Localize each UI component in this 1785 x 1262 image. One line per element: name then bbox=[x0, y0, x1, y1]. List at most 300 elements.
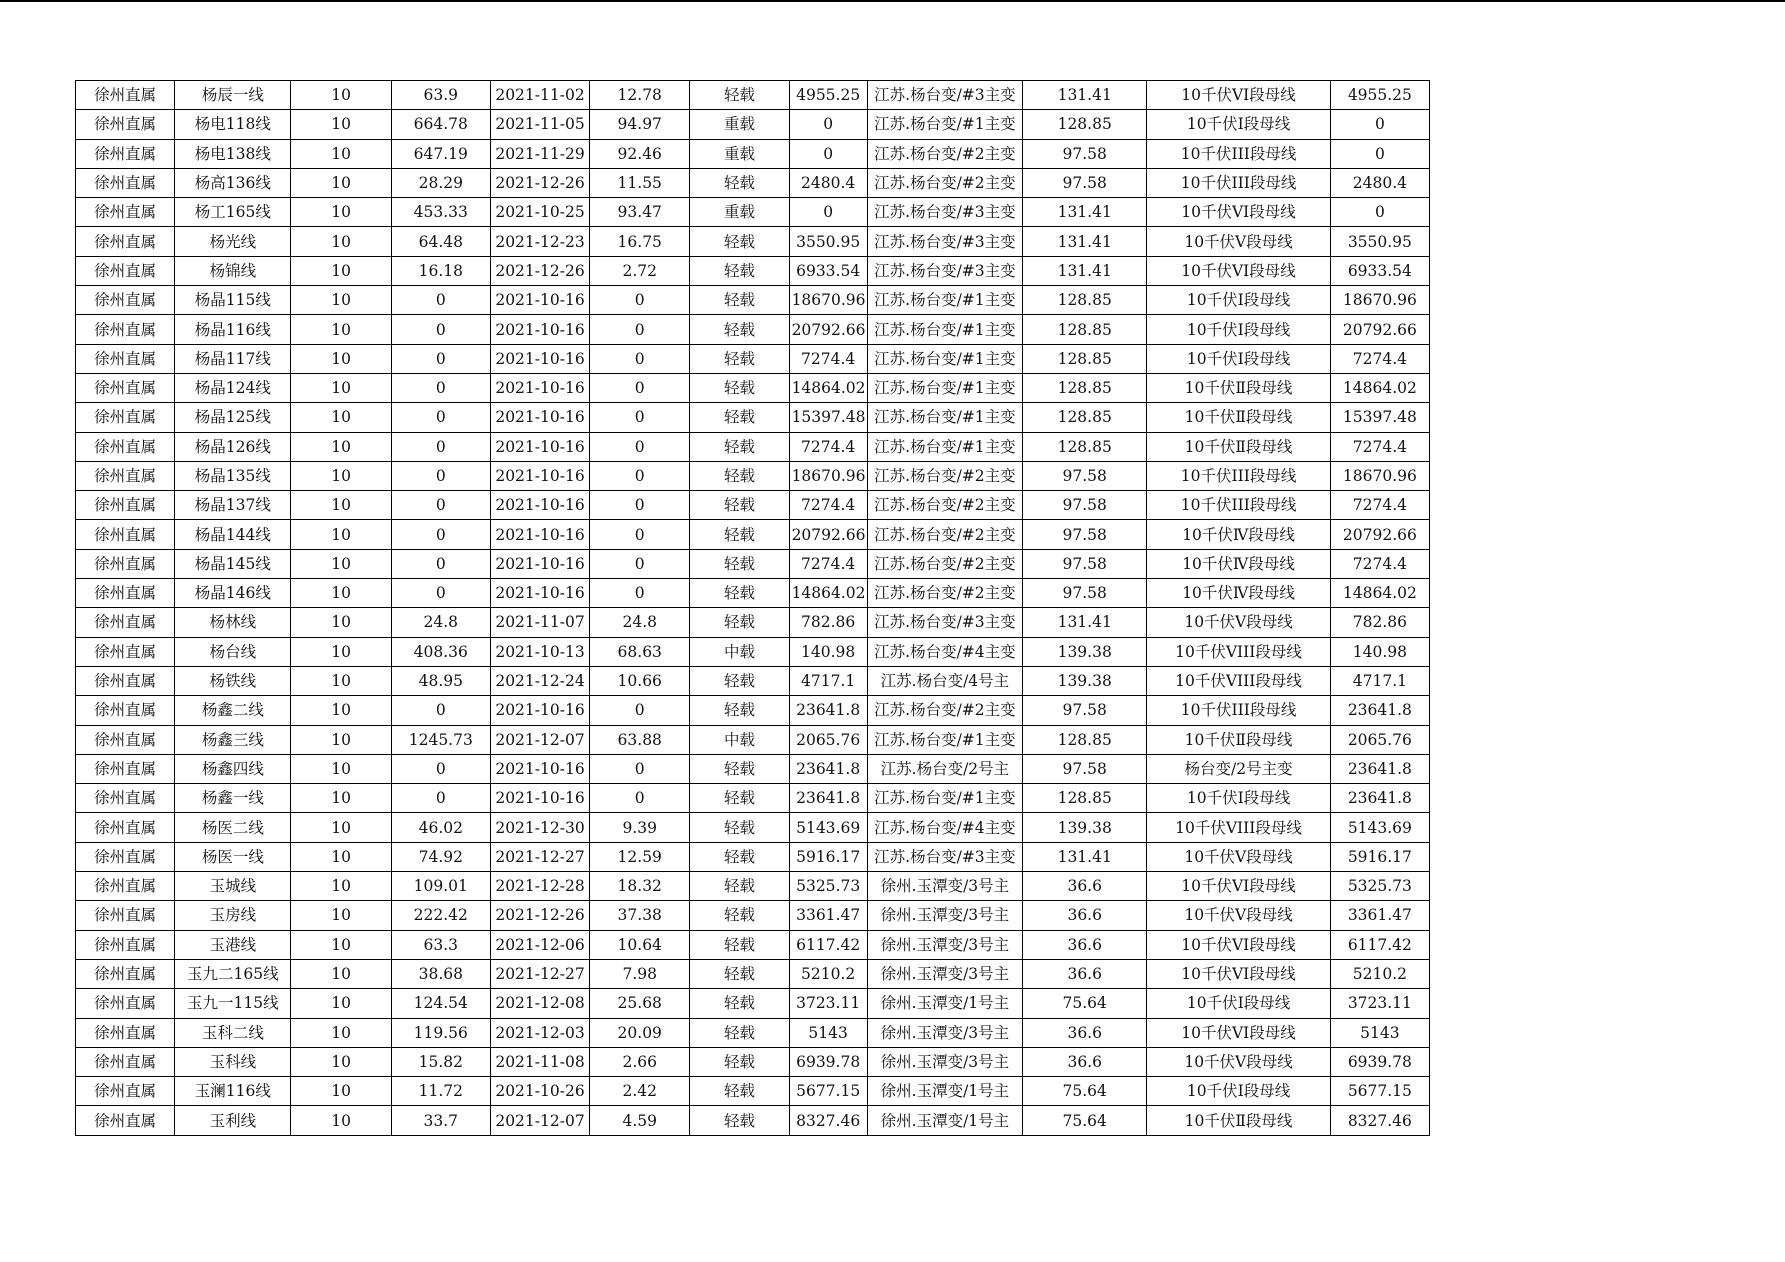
available-cell: 23641.8 bbox=[1330, 754, 1429, 783]
load-cell: 63.3 bbox=[391, 930, 490, 959]
company-cell: 徐州直属 bbox=[76, 373, 175, 402]
load-status-cell: 轻载 bbox=[690, 872, 789, 901]
voltage-cell: 10 bbox=[291, 286, 391, 315]
load-status-cell: 轻载 bbox=[690, 549, 789, 578]
date-cell: 2021-12-27 bbox=[490, 842, 589, 871]
voltage-cell: 10 bbox=[291, 198, 391, 227]
table-row bbox=[76, 666, 1430, 695]
margin-cell: 2065.76 bbox=[789, 725, 867, 754]
voltage-cell: 10 bbox=[291, 725, 391, 754]
available-cell: 23641.8 bbox=[1330, 784, 1429, 813]
margin-cell: 18670.96 bbox=[789, 286, 867, 315]
rate-cell: 63.88 bbox=[590, 725, 690, 754]
margin-cell: 23641.8 bbox=[789, 784, 867, 813]
voltage-cell: 10 bbox=[291, 637, 391, 666]
company-cell: 徐州直属 bbox=[76, 754, 175, 783]
substation-cell: 江苏.杨台变/#3主变 bbox=[867, 842, 1022, 871]
load-status-cell: 轻载 bbox=[690, 1106, 789, 1135]
load-status-cell: 轻载 bbox=[690, 842, 789, 871]
load-cell: 124.54 bbox=[391, 989, 490, 1018]
date-cell: 2021-10-16 bbox=[490, 579, 589, 608]
bus-cell: 10千伏VI段母线 bbox=[1147, 81, 1330, 110]
margin-cell: 5916.17 bbox=[789, 842, 867, 871]
company-cell: 徐州直属 bbox=[76, 227, 175, 256]
date-cell: 2021-10-16 bbox=[490, 784, 589, 813]
margin-cell: 7274.4 bbox=[789, 549, 867, 578]
voltage-cell: 10 bbox=[291, 666, 391, 695]
substation-cell: 江苏.杨台变/#1主变 bbox=[867, 725, 1022, 754]
rate-cell: 2.66 bbox=[590, 1047, 690, 1076]
substation-cell: 徐州.玉潭变/3号主 bbox=[867, 930, 1022, 959]
table-row bbox=[76, 989, 1430, 1018]
bus-cell: 10千伏Ⅳ段母线 bbox=[1147, 549, 1330, 578]
rate-cell: 0 bbox=[590, 491, 690, 520]
table-row bbox=[76, 784, 1430, 813]
bus-cell: 10千伏Ⅰ段母线 bbox=[1147, 989, 1330, 1018]
date-cell: 2021-11-02 bbox=[490, 81, 589, 110]
load-status-cell: 轻载 bbox=[690, 286, 789, 315]
company-cell: 徐州直属 bbox=[76, 813, 175, 842]
capacity-cell: 131.41 bbox=[1023, 842, 1147, 871]
load-status-cell: 轻载 bbox=[690, 227, 789, 256]
load-status-cell: 轻载 bbox=[690, 579, 789, 608]
line-name-cell: 杨晶135线 bbox=[175, 461, 291, 490]
date-cell: 2021-10-16 bbox=[490, 754, 589, 783]
capacity-cell: 75.64 bbox=[1023, 1106, 1147, 1135]
line-name-cell: 杨晶117线 bbox=[175, 344, 291, 373]
line-name-cell: 杨晶115线 bbox=[175, 286, 291, 315]
date-cell: 2021-12-07 bbox=[490, 725, 589, 754]
capacity-cell: 131.41 bbox=[1023, 608, 1147, 637]
table-row bbox=[76, 110, 1430, 139]
margin-cell: 18670.96 bbox=[789, 461, 867, 490]
margin-cell: 5677.15 bbox=[789, 1077, 867, 1106]
rate-cell: 25.68 bbox=[590, 989, 690, 1018]
margin-cell: 8327.46 bbox=[789, 1106, 867, 1135]
load-status-cell: 轻载 bbox=[690, 403, 789, 432]
line-name-cell: 杨晶116线 bbox=[175, 315, 291, 344]
date-cell: 2021-12-28 bbox=[490, 872, 589, 901]
available-cell: 5210.2 bbox=[1330, 959, 1429, 988]
company-cell: 徐州直属 bbox=[76, 1077, 175, 1106]
table-row bbox=[76, 813, 1430, 842]
bus-cell: 10千伏VI段母线 bbox=[1147, 872, 1330, 901]
load-cell: 64.48 bbox=[391, 227, 490, 256]
bus-cell: 10千伏Ⅴ段母线 bbox=[1147, 608, 1330, 637]
load-cell: 0 bbox=[391, 461, 490, 490]
load-cell: 664.78 bbox=[391, 110, 490, 139]
load-cell: 0 bbox=[391, 549, 490, 578]
date-cell: 2021-10-16 bbox=[490, 432, 589, 461]
line-name-cell: 杨林线 bbox=[175, 608, 291, 637]
line-name-cell: 杨锦线 bbox=[175, 256, 291, 285]
available-cell: 5143 bbox=[1330, 1018, 1429, 1047]
capacity-cell: 36.6 bbox=[1023, 901, 1147, 930]
capacity-cell: 128.85 bbox=[1023, 432, 1147, 461]
available-cell: 5143.69 bbox=[1330, 813, 1429, 842]
margin-cell: 23641.8 bbox=[789, 696, 867, 725]
capacity-cell: 128.85 bbox=[1023, 286, 1147, 315]
load-cell: 0 bbox=[391, 344, 490, 373]
capacity-cell: 131.41 bbox=[1023, 256, 1147, 285]
available-cell: 20792.66 bbox=[1330, 520, 1429, 549]
line-name-cell: 杨辰一线 bbox=[175, 81, 291, 110]
voltage-cell: 10 bbox=[291, 461, 391, 490]
rate-cell: 10.64 bbox=[590, 930, 690, 959]
substation-cell: 江苏.杨台变/#1主变 bbox=[867, 286, 1022, 315]
bus-cell: 10千伏VIII段母线 bbox=[1147, 813, 1330, 842]
capacity-cell: 36.6 bbox=[1023, 930, 1147, 959]
load-status-cell: 轻载 bbox=[690, 315, 789, 344]
load-cell: 48.95 bbox=[391, 666, 490, 695]
voltage-cell: 10 bbox=[291, 872, 391, 901]
company-cell: 徐州直属 bbox=[76, 1018, 175, 1047]
company-cell: 徐州直属 bbox=[76, 139, 175, 168]
capacity-cell: 97.58 bbox=[1023, 461, 1147, 490]
substation-cell: 江苏.杨台变/#1主变 bbox=[867, 373, 1022, 402]
date-cell: 2021-12-08 bbox=[490, 989, 589, 1018]
available-cell: 0 bbox=[1330, 110, 1429, 139]
load-status-cell: 轻载 bbox=[690, 666, 789, 695]
date-cell: 2021-10-16 bbox=[490, 696, 589, 725]
available-cell: 6933.54 bbox=[1330, 256, 1429, 285]
substation-cell: 江苏.杨台变/2号主 bbox=[867, 754, 1022, 783]
line-name-cell: 杨晶144线 bbox=[175, 520, 291, 549]
available-cell: 2480.4 bbox=[1330, 168, 1429, 197]
load-cell: 46.02 bbox=[391, 813, 490, 842]
table-row bbox=[76, 461, 1430, 490]
substation-cell: 江苏.杨台变/#2主变 bbox=[867, 168, 1022, 197]
bus-cell: 10千伏III段母线 bbox=[1147, 491, 1330, 520]
bus-cell: 10千伏Ⅱ段母线 bbox=[1147, 403, 1330, 432]
capacity-cell: 97.58 bbox=[1023, 754, 1147, 783]
available-cell: 7274.4 bbox=[1330, 432, 1429, 461]
table-body bbox=[76, 81, 1430, 1136]
rate-cell: 12.59 bbox=[590, 842, 690, 871]
rate-cell: 0 bbox=[590, 520, 690, 549]
margin-cell: 6117.42 bbox=[789, 930, 867, 959]
line-name-cell: 玉科线 bbox=[175, 1047, 291, 1076]
margin-cell: 3550.95 bbox=[789, 227, 867, 256]
available-cell: 140.98 bbox=[1330, 637, 1429, 666]
voltage-cell: 10 bbox=[291, 227, 391, 256]
line-name-cell: 玉九二165线 bbox=[175, 959, 291, 988]
table-row bbox=[76, 549, 1430, 578]
table-row bbox=[76, 754, 1430, 783]
line-name-cell: 杨电118线 bbox=[175, 110, 291, 139]
margin-cell: 14864.02 bbox=[789, 579, 867, 608]
load-status-cell: 重载 bbox=[690, 139, 789, 168]
load-status-cell: 轻载 bbox=[690, 696, 789, 725]
voltage-cell: 10 bbox=[291, 344, 391, 373]
page-top-border bbox=[0, 0, 1785, 2]
date-cell: 2021-10-13 bbox=[490, 637, 589, 666]
substation-cell: 江苏.杨台变/#2主变 bbox=[867, 461, 1022, 490]
load-cell: 647.19 bbox=[391, 139, 490, 168]
margin-cell: 5325.73 bbox=[789, 872, 867, 901]
company-cell: 徐州直属 bbox=[76, 110, 175, 139]
table-row bbox=[76, 901, 1430, 930]
voltage-cell: 10 bbox=[291, 403, 391, 432]
rate-cell: 20.09 bbox=[590, 1018, 690, 1047]
voltage-cell: 10 bbox=[291, 696, 391, 725]
substation-cell: 徐州.玉潭变/1号主 bbox=[867, 1106, 1022, 1135]
load-cell: 0 bbox=[391, 754, 490, 783]
voltage-cell: 10 bbox=[291, 813, 391, 842]
bus-cell: 10千伏VI段母线 bbox=[1147, 1018, 1330, 1047]
margin-cell: 5143.69 bbox=[789, 813, 867, 842]
bus-cell: 10千伏Ⅱ段母线 bbox=[1147, 432, 1330, 461]
capacity-cell: 128.85 bbox=[1023, 315, 1147, 344]
capacity-cell: 131.41 bbox=[1023, 81, 1147, 110]
voltage-cell: 10 bbox=[291, 110, 391, 139]
rate-cell: 92.46 bbox=[590, 139, 690, 168]
load-cell: 33.7 bbox=[391, 1106, 490, 1135]
date-cell: 2021-10-26 bbox=[490, 1077, 589, 1106]
bus-cell: 10千伏Ⅱ段母线 bbox=[1147, 725, 1330, 754]
available-cell: 14864.02 bbox=[1330, 373, 1429, 402]
table-row bbox=[76, 1047, 1430, 1076]
rate-cell: 0 bbox=[590, 549, 690, 578]
line-name-cell: 杨晶146线 bbox=[175, 579, 291, 608]
margin-cell: 782.86 bbox=[789, 608, 867, 637]
table-row bbox=[76, 286, 1430, 315]
date-cell: 2021-10-16 bbox=[490, 373, 589, 402]
rate-cell: 0 bbox=[590, 461, 690, 490]
bus-cell: 10千伏III段母线 bbox=[1147, 696, 1330, 725]
voltage-cell: 10 bbox=[291, 901, 391, 930]
line-name-cell: 杨鑫四线 bbox=[175, 754, 291, 783]
line-name-cell: 杨晶126线 bbox=[175, 432, 291, 461]
rate-cell: 12.78 bbox=[590, 81, 690, 110]
capacity-cell: 139.38 bbox=[1023, 666, 1147, 695]
available-cell: 6939.78 bbox=[1330, 1047, 1429, 1076]
rate-cell: 16.75 bbox=[590, 227, 690, 256]
available-cell: 6117.42 bbox=[1330, 930, 1429, 959]
load-cell: 0 bbox=[391, 286, 490, 315]
bus-cell: 10千伏Ⅴ段母线 bbox=[1147, 227, 1330, 256]
table-row bbox=[76, 608, 1430, 637]
available-cell: 18670.96 bbox=[1330, 286, 1429, 315]
line-name-cell: 玉港线 bbox=[175, 930, 291, 959]
bus-cell: 10千伏III段母线 bbox=[1147, 461, 1330, 490]
table-row bbox=[76, 344, 1430, 373]
date-cell: 2021-10-16 bbox=[490, 286, 589, 315]
company-cell: 徐州直属 bbox=[76, 1047, 175, 1076]
rate-cell: 0 bbox=[590, 696, 690, 725]
rate-cell: 0 bbox=[590, 286, 690, 315]
margin-cell: 3723.11 bbox=[789, 989, 867, 1018]
voltage-cell: 10 bbox=[291, 168, 391, 197]
load-status-cell: 轻载 bbox=[690, 373, 789, 402]
bus-cell: 10千伏III段母线 bbox=[1147, 139, 1330, 168]
load-cell: 0 bbox=[391, 491, 490, 520]
substation-cell: 江苏.杨台变/#2主变 bbox=[867, 491, 1022, 520]
line-name-cell: 杨铁线 bbox=[175, 666, 291, 695]
available-cell: 20792.66 bbox=[1330, 315, 1429, 344]
table-row bbox=[76, 1077, 1430, 1106]
available-cell: 3723.11 bbox=[1330, 989, 1429, 1018]
company-cell: 徐州直属 bbox=[76, 432, 175, 461]
load-cell: 0 bbox=[391, 696, 490, 725]
bus-cell: 10千伏Ⅱ段母线 bbox=[1147, 373, 1330, 402]
margin-cell: 20792.66 bbox=[789, 315, 867, 344]
date-cell: 2021-10-25 bbox=[490, 198, 589, 227]
load-status-cell: 轻载 bbox=[690, 1018, 789, 1047]
table-row bbox=[76, 696, 1430, 725]
margin-cell: 0 bbox=[789, 198, 867, 227]
load-status-cell: 轻载 bbox=[690, 256, 789, 285]
capacity-cell: 97.58 bbox=[1023, 139, 1147, 168]
company-cell: 徐州直属 bbox=[76, 344, 175, 373]
voltage-cell: 10 bbox=[291, 139, 391, 168]
table-row bbox=[76, 872, 1430, 901]
load-status-cell: 轻载 bbox=[690, 959, 789, 988]
substation-cell: 江苏.杨台变/#3主变 bbox=[867, 81, 1022, 110]
rate-cell: 93.47 bbox=[590, 198, 690, 227]
substation-cell: 徐州.玉潭变/3号主 bbox=[867, 872, 1022, 901]
bus-cell: 10千伏VIII段母线 bbox=[1147, 666, 1330, 695]
load-cell: 24.8 bbox=[391, 608, 490, 637]
margin-cell: 0 bbox=[789, 110, 867, 139]
load-status-cell: 轻载 bbox=[690, 989, 789, 1018]
table-row bbox=[76, 168, 1430, 197]
company-cell: 徐州直属 bbox=[76, 872, 175, 901]
capacity-cell: 97.58 bbox=[1023, 696, 1147, 725]
date-cell: 2021-12-23 bbox=[490, 227, 589, 256]
bus-cell: 10千伏Ⅱ段母线 bbox=[1147, 1106, 1330, 1135]
bus-cell: 10千伏VIII段母线 bbox=[1147, 637, 1330, 666]
capacity-cell: 97.58 bbox=[1023, 579, 1147, 608]
company-cell: 徐州直属 bbox=[76, 286, 175, 315]
capacity-cell: 75.64 bbox=[1023, 989, 1147, 1018]
company-cell: 徐州直属 bbox=[76, 696, 175, 725]
substation-cell: 江苏.杨台变/#1主变 bbox=[867, 110, 1022, 139]
capacity-cell: 128.85 bbox=[1023, 403, 1147, 432]
load-status-cell: 轻载 bbox=[690, 813, 789, 842]
feeder-load-table bbox=[75, 80, 1430, 1136]
margin-cell: 15397.48 bbox=[789, 403, 867, 432]
voltage-cell: 10 bbox=[291, 959, 391, 988]
company-cell: 徐州直属 bbox=[76, 930, 175, 959]
margin-cell: 3361.47 bbox=[789, 901, 867, 930]
line-name-cell: 杨鑫二线 bbox=[175, 696, 291, 725]
line-name-cell: 杨医一线 bbox=[175, 842, 291, 871]
rate-cell: 0 bbox=[590, 344, 690, 373]
rate-cell: 37.38 bbox=[590, 901, 690, 930]
company-cell: 徐州直属 bbox=[76, 637, 175, 666]
line-name-cell: 杨台线 bbox=[175, 637, 291, 666]
substation-cell: 江苏.杨台变/#3主变 bbox=[867, 256, 1022, 285]
available-cell: 5677.15 bbox=[1330, 1077, 1429, 1106]
company-cell: 徐州直属 bbox=[76, 842, 175, 871]
load-status-cell: 轻载 bbox=[690, 930, 789, 959]
load-cell: 119.56 bbox=[391, 1018, 490, 1047]
company-cell: 徐州直属 bbox=[76, 784, 175, 813]
line-name-cell: 杨晶124线 bbox=[175, 373, 291, 402]
date-cell: 2021-10-16 bbox=[490, 549, 589, 578]
line-name-cell: 玉利线 bbox=[175, 1106, 291, 1135]
rate-cell: 9.39 bbox=[590, 813, 690, 842]
available-cell: 2065.76 bbox=[1330, 725, 1429, 754]
load-cell: 0 bbox=[391, 520, 490, 549]
date-cell: 2021-10-16 bbox=[490, 403, 589, 432]
line-name-cell: 杨鑫三线 bbox=[175, 725, 291, 754]
voltage-cell: 10 bbox=[291, 842, 391, 871]
voltage-cell: 10 bbox=[291, 81, 391, 110]
margin-cell: 140.98 bbox=[789, 637, 867, 666]
date-cell: 2021-12-26 bbox=[490, 168, 589, 197]
date-cell: 2021-12-06 bbox=[490, 930, 589, 959]
voltage-cell: 10 bbox=[291, 432, 391, 461]
rate-cell: 68.63 bbox=[590, 637, 690, 666]
available-cell: 782.86 bbox=[1330, 608, 1429, 637]
load-cell: 0 bbox=[391, 315, 490, 344]
table-row bbox=[76, 1018, 1430, 1047]
company-cell: 徐州直属 bbox=[76, 725, 175, 754]
load-status-cell: 轻载 bbox=[690, 1077, 789, 1106]
available-cell: 5325.73 bbox=[1330, 872, 1429, 901]
line-name-cell: 杨高136线 bbox=[175, 168, 291, 197]
load-status-cell: 轻载 bbox=[690, 1047, 789, 1076]
load-status-cell: 轻载 bbox=[690, 901, 789, 930]
substation-cell: 江苏.杨台变/#2主变 bbox=[867, 139, 1022, 168]
capacity-cell: 128.85 bbox=[1023, 373, 1147, 402]
voltage-cell: 10 bbox=[291, 1106, 391, 1135]
rate-cell: 94.97 bbox=[590, 110, 690, 139]
rate-cell: 7.98 bbox=[590, 959, 690, 988]
load-cell: 453.33 bbox=[391, 198, 490, 227]
voltage-cell: 10 bbox=[291, 256, 391, 285]
rate-cell: 24.8 bbox=[590, 608, 690, 637]
load-status-cell: 轻载 bbox=[690, 754, 789, 783]
capacity-cell: 75.64 bbox=[1023, 1077, 1147, 1106]
voltage-cell: 10 bbox=[291, 608, 391, 637]
rate-cell: 10.66 bbox=[590, 666, 690, 695]
substation-cell: 江苏.杨台变/#4主变 bbox=[867, 813, 1022, 842]
load-cell: 38.68 bbox=[391, 959, 490, 988]
rate-cell: 0 bbox=[590, 315, 690, 344]
company-cell: 徐州直属 bbox=[76, 198, 175, 227]
load-status-cell: 轻载 bbox=[690, 784, 789, 813]
available-cell: 3550.95 bbox=[1330, 227, 1429, 256]
load-status-cell: 中载 bbox=[690, 725, 789, 754]
substation-cell: 徐州.玉潭变/3号主 bbox=[867, 1047, 1022, 1076]
substation-cell: 江苏.杨台变/#1主变 bbox=[867, 315, 1022, 344]
company-cell: 徐州直属 bbox=[76, 81, 175, 110]
rate-cell: 0 bbox=[590, 373, 690, 402]
table-row bbox=[76, 491, 1430, 520]
available-cell: 0 bbox=[1330, 198, 1429, 227]
table-row bbox=[76, 315, 1430, 344]
capacity-cell: 128.85 bbox=[1023, 725, 1147, 754]
bus-cell: 10千伏Ⅰ段母线 bbox=[1147, 344, 1330, 373]
substation-cell: 徐州.玉潭变/1号主 bbox=[867, 989, 1022, 1018]
voltage-cell: 10 bbox=[291, 579, 391, 608]
available-cell: 5916.17 bbox=[1330, 842, 1429, 871]
load-status-cell: 中载 bbox=[690, 637, 789, 666]
margin-cell: 14864.02 bbox=[789, 373, 867, 402]
capacity-cell: 128.85 bbox=[1023, 110, 1147, 139]
available-cell: 3361.47 bbox=[1330, 901, 1429, 930]
substation-cell: 徐州.玉潭变/3号主 bbox=[867, 901, 1022, 930]
voltage-cell: 10 bbox=[291, 1077, 391, 1106]
table-row bbox=[76, 520, 1430, 549]
table-row bbox=[76, 373, 1430, 402]
table-row bbox=[76, 432, 1430, 461]
date-cell: 2021-12-07 bbox=[490, 1106, 589, 1135]
line-name-cell: 玉澜116线 bbox=[175, 1077, 291, 1106]
